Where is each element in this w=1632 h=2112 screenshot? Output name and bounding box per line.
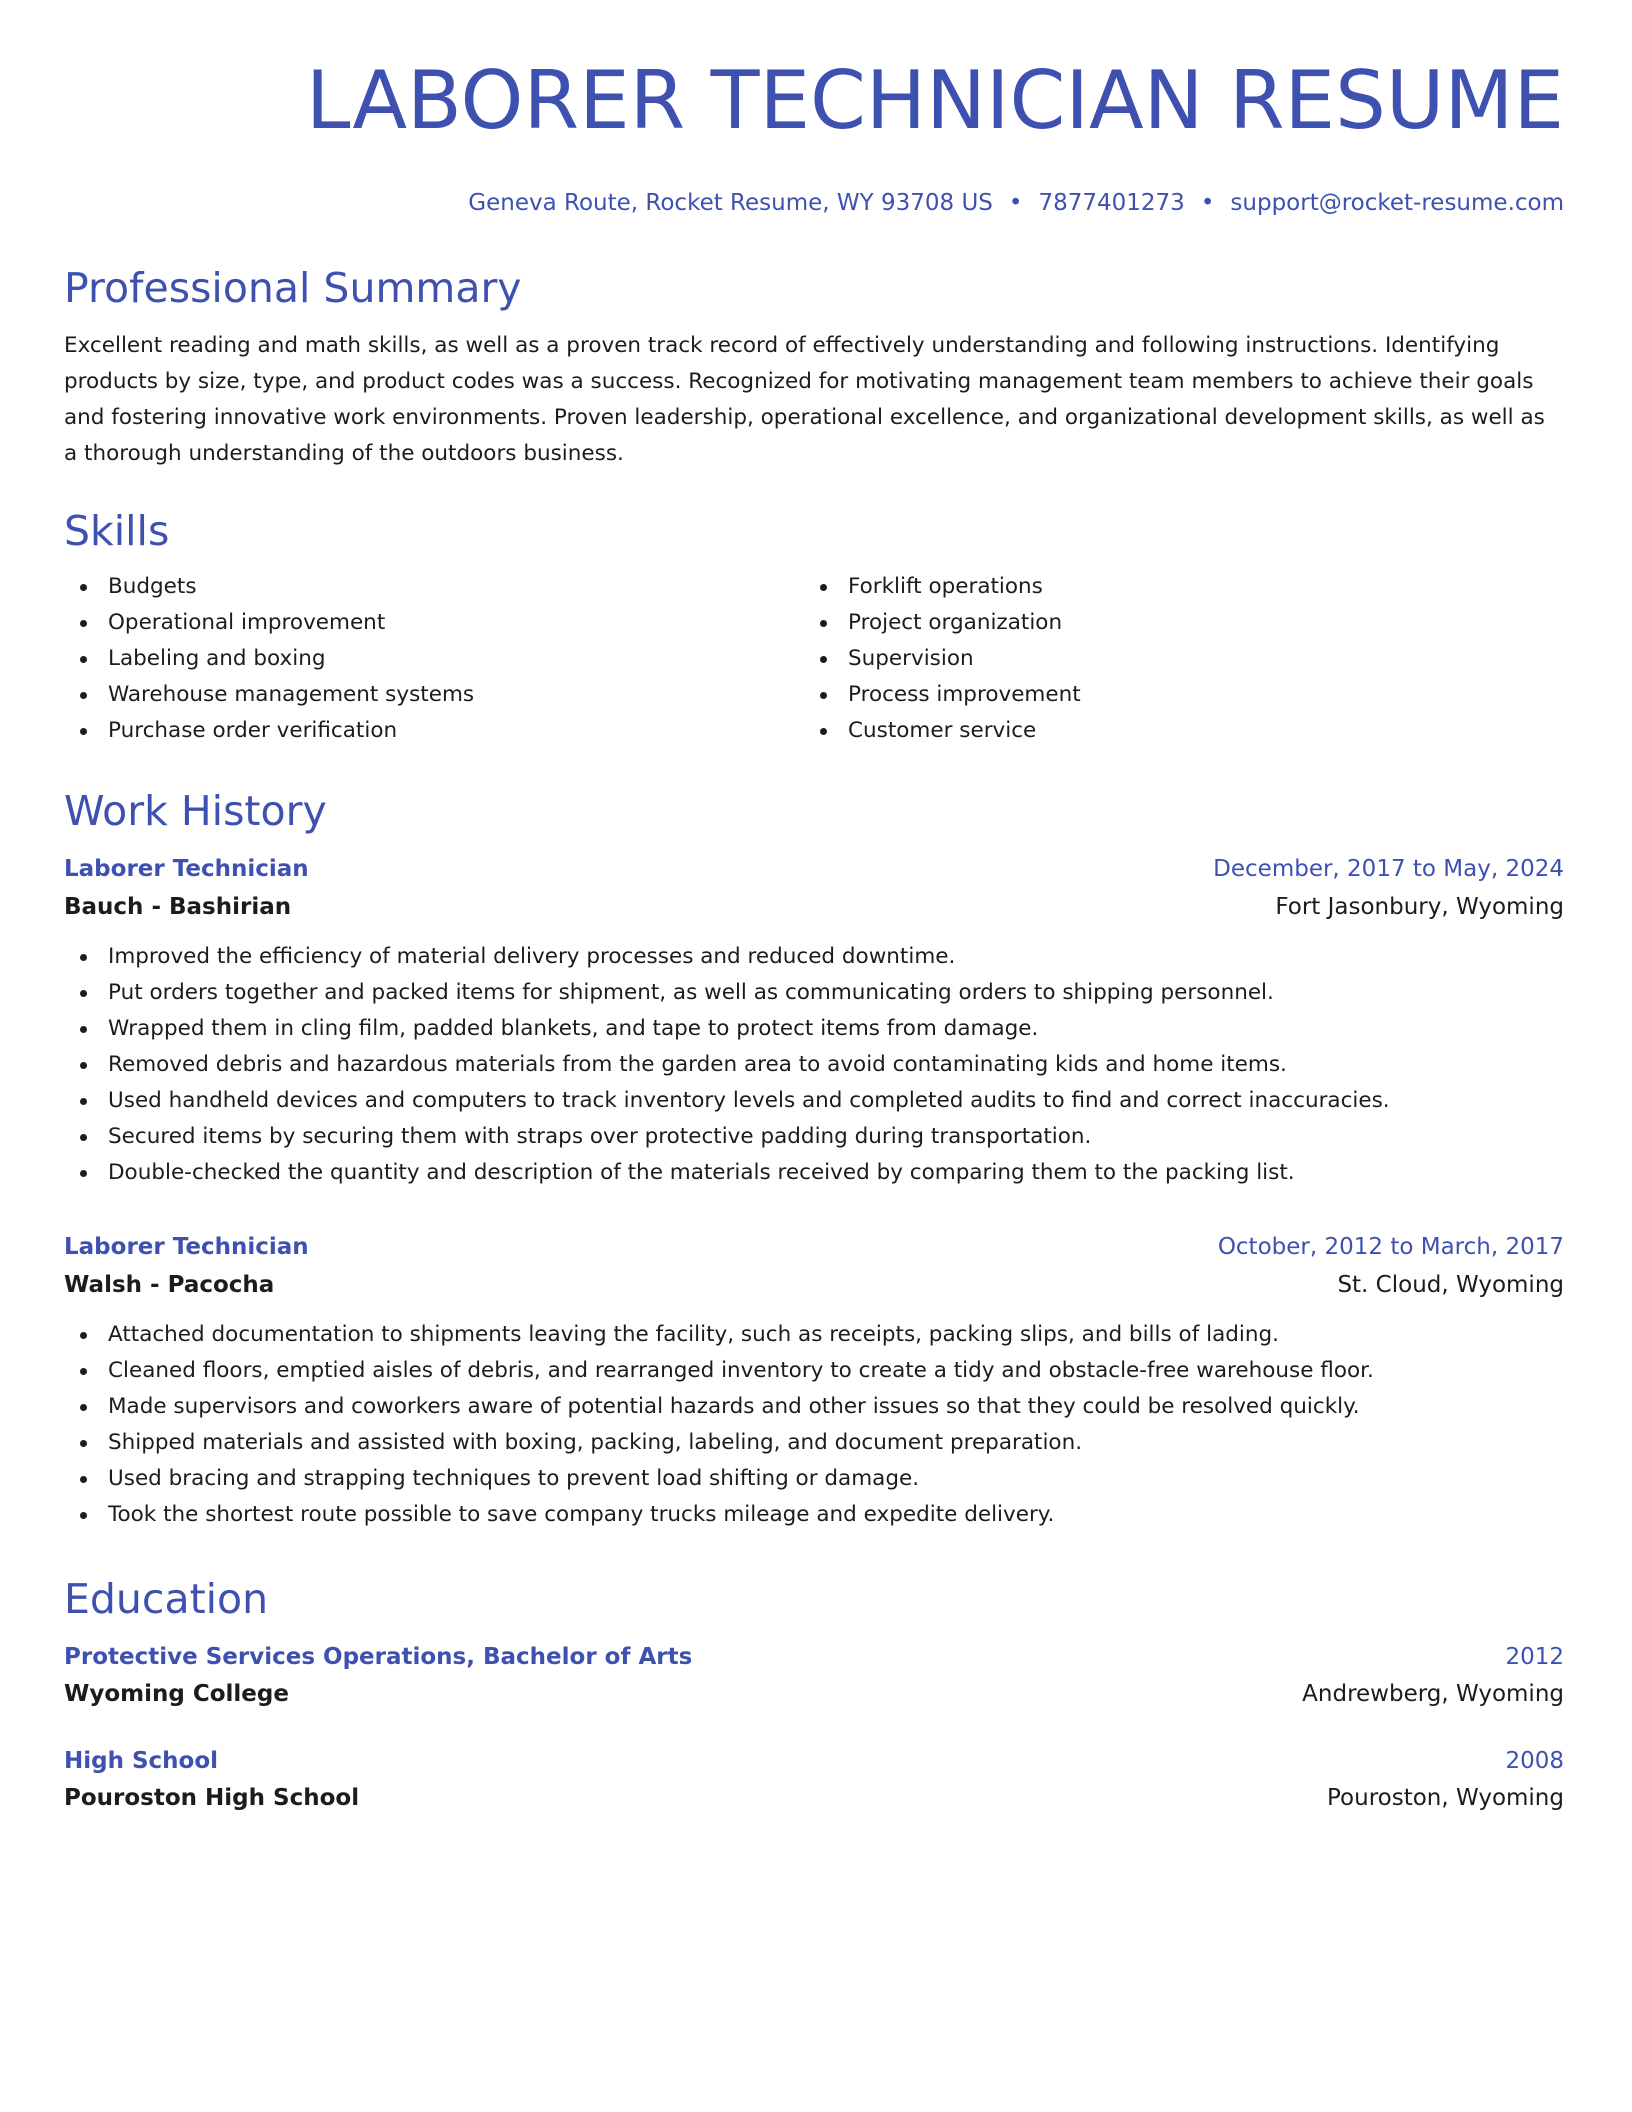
job-bullet: Cleaned floors, emptied aisles of debris, and rearranged inventory to create a tidy and obstacle-free warehouse floor. [64, 1353, 1564, 1389]
job-bullet: Secured items by securing them with straps over protective padding during transportation. [64, 1119, 1564, 1155]
skill-item: Supervision [804, 641, 1544, 677]
job-bullet: Took the shortest route possible to save company trucks mileage and expedite delivery. [64, 1497, 1564, 1533]
work-history-section [64, 785, 1564, 1533]
education-location: Andrewberg, Wyoming [1302, 1681, 1564, 1707]
job-bullet: Attached documentation to shipments leaving the facility, such as receipts, packing slips, and bills of lading. [64, 1317, 1564, 1353]
skills-column-left [64, 569, 804, 749]
job-bullet: Used bracing and strapping techniques to prevent load shifting or damage. [64, 1461, 1564, 1497]
education-year: 2008 [1505, 1748, 1564, 1774]
job-bullets [64, 939, 1564, 1191]
job-company-row [64, 887, 1564, 927]
skill-item: Warehouse management systems [64, 677, 804, 713]
job-location: Fort Jasonbury, Wyoming [1275, 894, 1564, 920]
education-location: Pouroston, Wyoming [1327, 1785, 1564, 1811]
job-header-row [64, 851, 1564, 887]
skill-item: Operational improvement [64, 605, 804, 641]
job-bullet: Shipped materials and assisted with boxing, packing, labeling, and document preparation. [64, 1425, 1564, 1461]
skill-item: Purchase order verification [64, 713, 804, 749]
contact-separator: • [1008, 190, 1023, 216]
resume-page [64, 0, 1564, 1811]
job-bullet: Used handheld devices and computers to track inventory levels and completed audits to find and correct inaccuracies. [64, 1083, 1564, 1119]
job-company-row [64, 1265, 1564, 1305]
education-school: Pouroston High School [64, 1785, 360, 1811]
section-title-skills: Skills [64, 507, 170, 555]
job-bullet: Put orders together and packed items for shipment, as well as communicating orders to shipping personnel. [64, 975, 1564, 1011]
job-company: Bauch - Bashirian [64, 894, 292, 920]
education-school-row [64, 1779, 1564, 1817]
job-bullet: Made supervisors and coworkers aware of potential hazards and other issues so that they could be resolved quickly. [64, 1389, 1564, 1425]
job-bullet: Improved the efficiency of material delivery processes and reduced downtime. [64, 939, 1564, 975]
education-entry [64, 1639, 1564, 1713]
skill-item: Process improvement [804, 677, 1544, 713]
skill-item: Budgets [64, 569, 804, 605]
summary-text: Excellent reading and math skills, as well as a proven track record of effectively understanding and following instructions. Identifying products by size, type, and product codes was a success. Recognized for motivating management team members to achieve their goals and fostering innovative work environments. Proven leadership, operational excellence, and organizational development skills, as well as a thorough understanding of the outdoors business. [64, 333, 1545, 466]
skill-item: Project organization [804, 605, 1544, 641]
job-dates: December, 2017 to May, 2024 [1213, 856, 1564, 882]
section-title-education: Education [64, 1575, 269, 1623]
education-header-row [64, 1639, 1564, 1675]
job-entry [64, 851, 1564, 1191]
skills-column-right [804, 569, 1544, 749]
contact-email: support@rocket-resume.com [1230, 190, 1564, 216]
skills-section [64, 505, 1564, 749]
education-section [64, 1573, 1564, 1817]
job-company: Walsh - Pacocha [64, 1272, 275, 1298]
job-header-row [64, 1229, 1564, 1265]
resume-title: LABORER TECHNICIAN RESUME [305, 54, 1564, 147]
job-role: Laborer Technician [64, 856, 309, 882]
contact-line [64, 188, 1564, 218]
skill-item: Labeling and boxing [64, 641, 804, 677]
job-bullets [64, 1317, 1564, 1533]
education-entry [64, 1743, 1564, 1817]
job-bullet: Wrapped them in cling film, padded blankets, and tape to protect items from damage. [64, 1011, 1564, 1047]
job-entry [64, 1229, 1564, 1533]
contact-address: Geneva Route, Rocket Resume, WY 93708 US [468, 190, 993, 216]
section-title-work: Work History [64, 787, 327, 835]
education-school-row [64, 1675, 1564, 1713]
skill-item: Customer service [804, 713, 1544, 749]
job-dates: October, 2012 to March, 2017 [1217, 1234, 1564, 1260]
section-title-summary: Professional Summary [64, 264, 522, 312]
professional-summary-section [64, 262, 1564, 472]
education-degree: Protective Services Operations, Bachelor of Arts [64, 1644, 693, 1670]
education-degree: High School [64, 1748, 219, 1774]
skill-item: Forklift operations [804, 569, 1544, 605]
education-header-row [64, 1743, 1564, 1779]
job-bullet: Double-checked the quantity and description of the materials received by comparing them to the packing list. [64, 1155, 1564, 1191]
education-school: Wyoming College [64, 1681, 289, 1707]
contact-phone: 7877401273 [1038, 190, 1185, 216]
job-bullet: Removed debris and hazardous materials from the garden area to avoid contaminating kids and home items. [64, 1047, 1564, 1083]
contact-separator: • [1200, 190, 1215, 216]
job-role: Laborer Technician [64, 1234, 309, 1260]
education-year: 2012 [1505, 1644, 1564, 1670]
resume-header [64, 0, 1564, 218]
skills-grid [64, 569, 1564, 749]
job-location: St. Cloud, Wyoming [1337, 1272, 1564, 1298]
